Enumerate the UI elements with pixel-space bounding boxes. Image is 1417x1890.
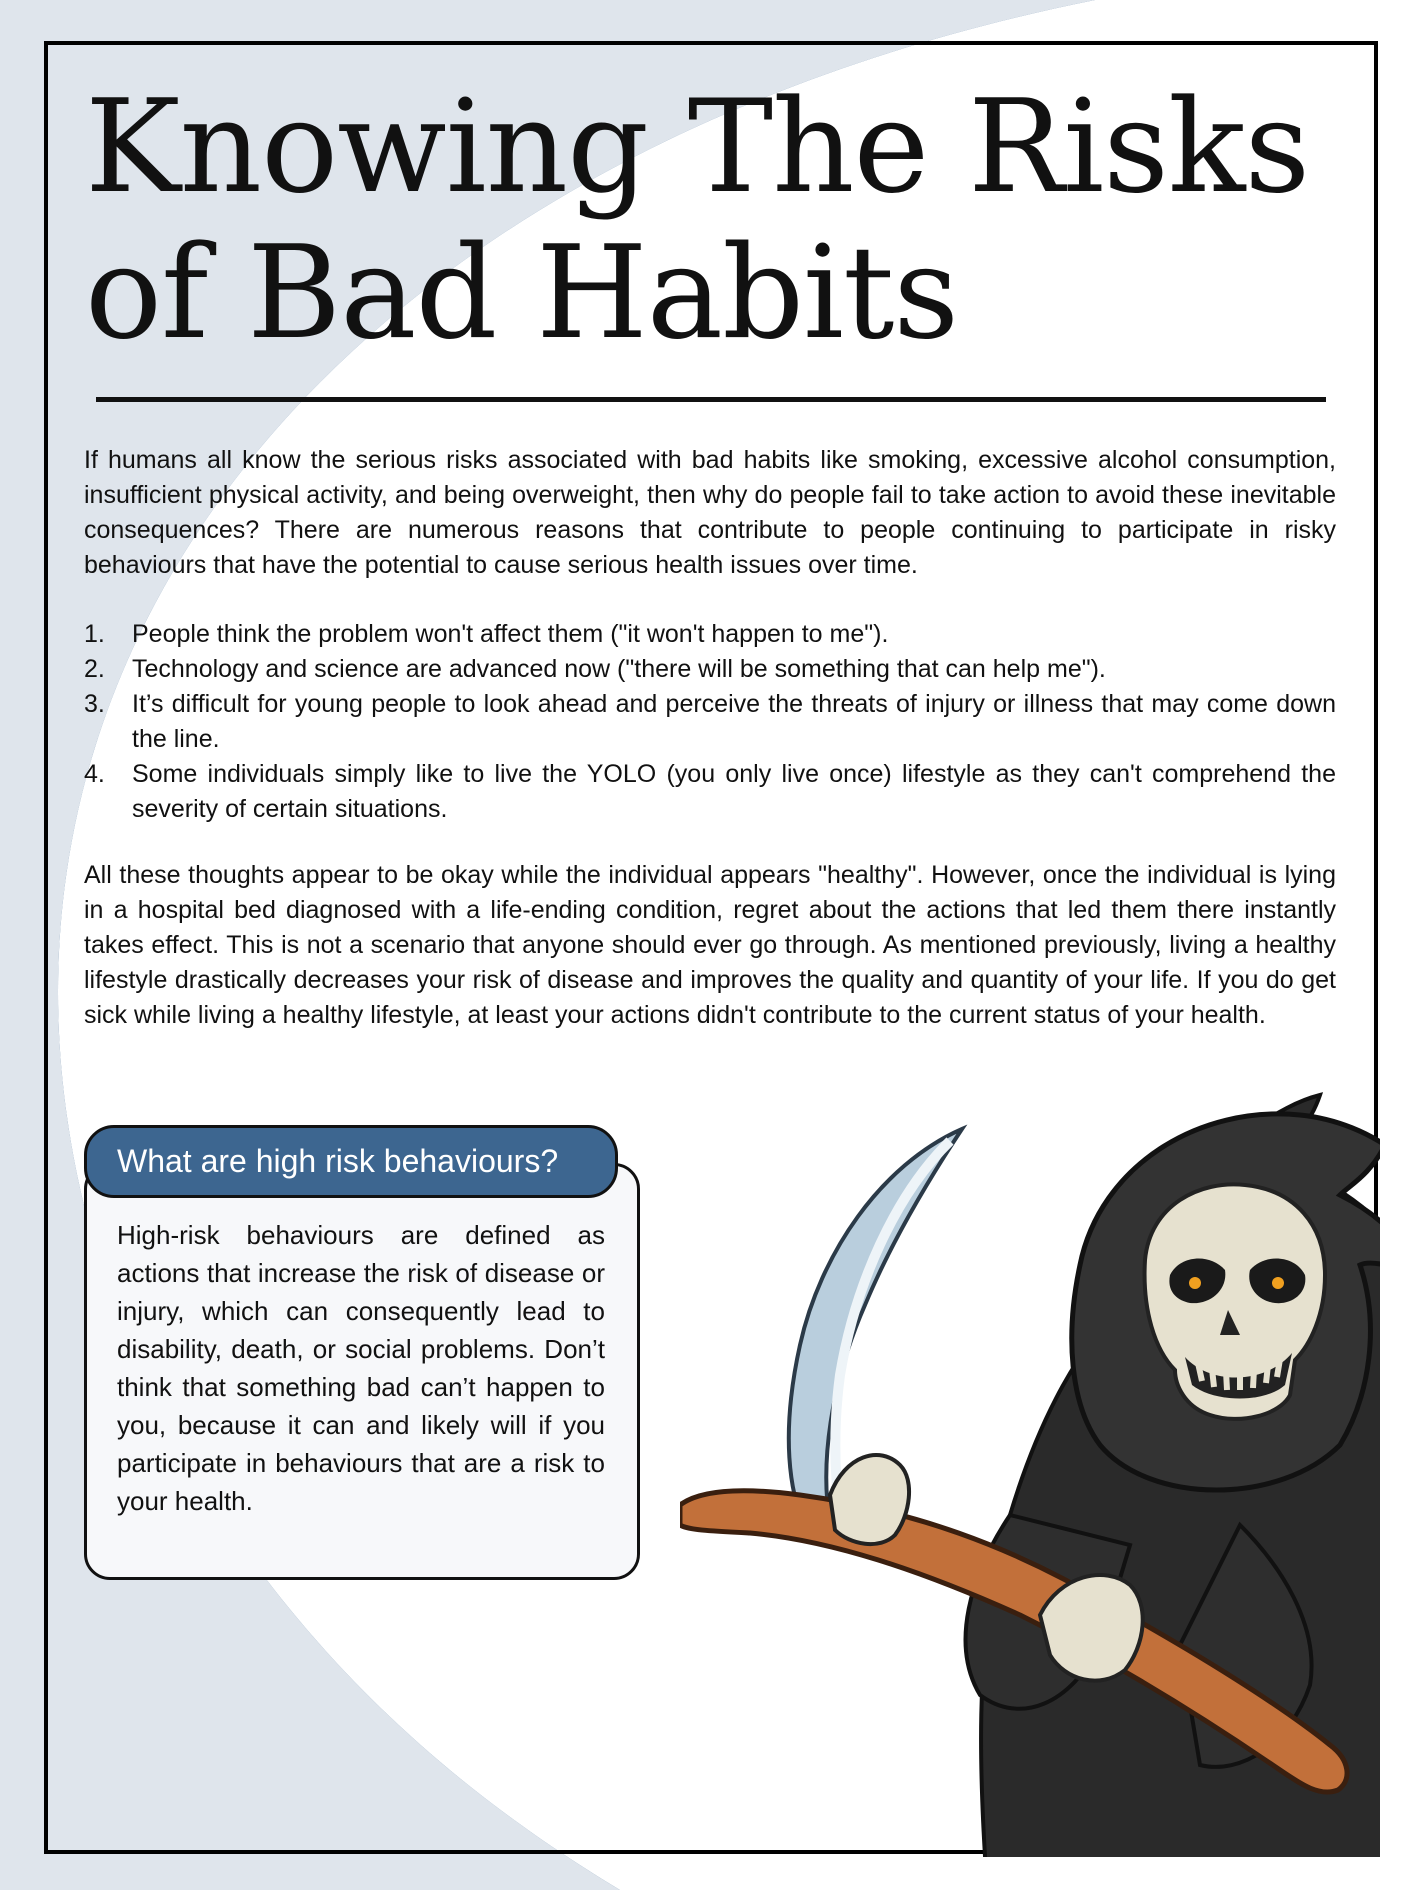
list-item <box>84 652 1336 687</box>
list-item-text: Technology and science are advanced now ("there will be something that can help me"). <box>132 655 1106 683</box>
list-item-number: 1. <box>84 620 105 648</box>
list-item-text: It’s difficult for young people to look ahead and perceive the threats of injury or illness that may come down the line. <box>132 690 1336 753</box>
list-item-text: People think the problem won't affect them ("it won't happen to me"). <box>132 620 889 648</box>
title-divider <box>96 397 1326 402</box>
list-item-text: Some individuals simply like to live the YOLO (you only live once) lifestyle as they can't comprehend the severity of certain situations. <box>132 760 1336 823</box>
grim-reaper-illustration-icon <box>680 1085 1380 1857</box>
conclusion-paragraph: All these thoughts appear to be okay while the individual appears "healthy". However, once the individual is lying in a hospital bed diagnosed with a life-ending condition, regret about the actions that led them there instantly takes effect. This is not a scenario that anyone should ever go through. As mentioned previously, living a healthy lifestyle drastically decreases your risk of disease and improves the quality and quantity of your life. If you do get sick while living a healthy lifestyle, at least your actions didn't contribute to the current status of your health. <box>84 861 1336 1029</box>
list-item-number: 3. <box>84 690 105 718</box>
intro-paragraph: If humans all know the serious risks associated with bad habits like smoking, excessive alcohol consumption, insufficient physical activity, and being overweight, then why do people fail to take action to avoid these inevitable consequences? There are numerous reasons that contribute to people continuing to participate in risky behaviours that have the potential to cause serious health issues over time. <box>84 446 1336 579</box>
page-title: Knowing The Risks of Bad Habits <box>85 73 1310 368</box>
list-item <box>84 617 1336 652</box>
list-item <box>84 757 1336 827</box>
list-item-number: 4. <box>84 760 105 788</box>
list-item-number: 2. <box>84 655 105 683</box>
reasons-list <box>84 617 1336 827</box>
callout-text: High-risk behaviours are defined as actions that increase the risk of disease or injury, which can consequently lead to disability, death, or social problems. Don’t think that something bad can’t happen to you, because it can and likely will if you participate in behaviours that are a risk to your health. <box>117 1220 605 1516</box>
list-item <box>84 687 1336 757</box>
callout-heading: What are high risk behaviours? <box>84 1125 618 1198</box>
